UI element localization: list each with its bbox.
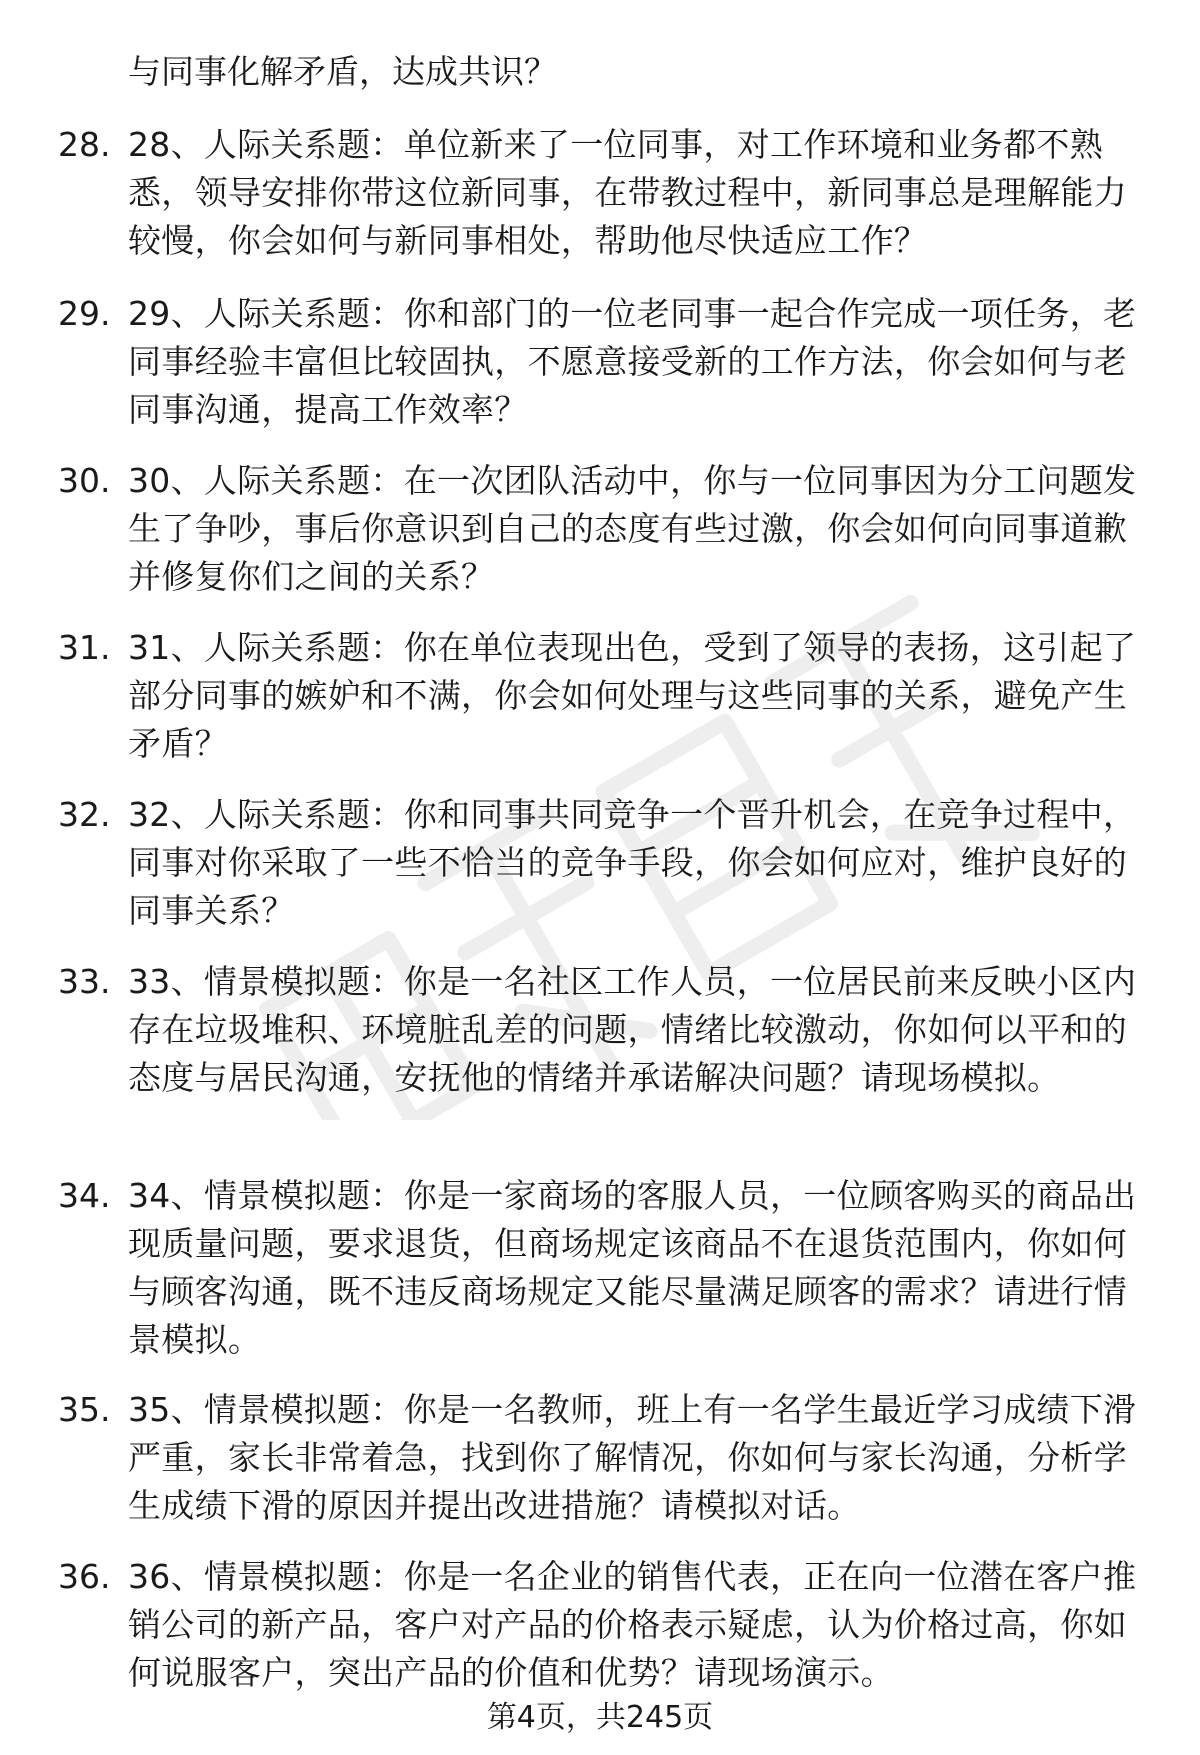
item-number: 35.	[58, 1390, 111, 1429]
item-number: 32.	[58, 795, 111, 834]
item-text: 31、人际关系题：你在单位表现出色，受到了领导的表扬，这引起了部分同事的嫉妒和不满，你会如何处理与这些同事的关系，避免产生矛盾？	[128, 628, 1137, 763]
item-text: 28、人际关系题：单位新来了一位同事，对工作环境和业务都不熟悉，领导安排你带这位新同事，在带教过程中，新同事总是理解能力较慢，你会如何与新同事相处，帮助他尽快适应工作？	[128, 125, 1127, 260]
item-text: 32、人际关系题：你和同事共同竞争一个晋升机会，在竞争过程中，同事对你采取了一些不恰当的竞争手段，你会如何应对，维护良好的同事关系？	[128, 795, 1137, 930]
item-text: 33、情景模拟题：你是一名社区工作人员，一位居民前来反映小区内存在垃圾堆积、环境脏乱差的问题，情绪比较激动，你如何以平和的态度与居民沟通，安抚他的情绪并承诺解决问题？请现场模拟。	[128, 962, 1137, 1097]
item-number: 31.	[58, 628, 111, 667]
item-number: 28.	[58, 125, 111, 164]
item-number: 30.	[58, 461, 111, 500]
item-text: 36、情景模拟题：你是一名企业的销售代表，正在向一位潜在客户推销公司的新产品，客户对产品的价格表示疑虑，认为价格过高，你如何说服客户，突出产品的价值和优势？请现场演示。	[128, 1557, 1137, 1692]
continuation-text: 与同事化解矛盾，达成共识？	[128, 52, 557, 91]
item-number: 33.	[58, 962, 111, 1001]
page-footer: 第4页，共245页	[486, 1700, 714, 1735]
item-number: 36.	[58, 1557, 111, 1596]
item-text: 35、情景模拟题：你是一名教师，班上有一名学生最近学习成绩下滑严重，家长非常着急，找到你了解情况，你如何与家长沟通，分析学生成绩下滑的原因并提出改进措施？请模拟对话。	[128, 1390, 1137, 1525]
item-text: 34、情景模拟题：你是一家商场的客服人员，一位顾客购买的商品出现质量问题，要求退货，但商场规定该商品不在退货范围内，你如何与顾客沟通，既不违反商场规定又能尽量满足顾客的需求？请进行情景模拟。	[128, 1176, 1137, 1359]
item-text: 29、人际关系题：你和部门的一位老同事一起合作完成一项任务，老同事经验丰富但比较固执，不愿意接受新的工作方法，你会如何与老同事沟通，提高工作效率？	[128, 294, 1137, 429]
item-number: 29.	[58, 294, 111, 333]
item-text: 30、人际关系题：在一次团队活动中，你与一位同事因为分工问题发生了争吵，事后你意识到自己的态度有些过激，你会如何向同事道歉并修复你们之间的关系？	[128, 461, 1137, 596]
item-number: 34.	[58, 1176, 111, 1215]
